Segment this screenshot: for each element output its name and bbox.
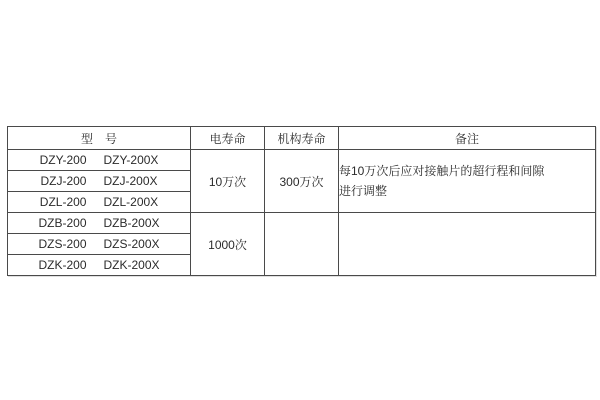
model-name: DZY-200 bbox=[39, 153, 87, 167]
model-name: DZL-200X bbox=[103, 195, 159, 209]
model-cell-dzb bbox=[8, 213, 191, 234]
model-name: DZL-200 bbox=[39, 195, 87, 209]
column-header-model: 型 号 bbox=[8, 127, 191, 150]
model-name: DZK-200X bbox=[103, 258, 160, 272]
row-dzy-200 bbox=[8, 150, 596, 171]
column-header-mechanical-life: 机构寿命 bbox=[265, 127, 339, 150]
model-cell-dzj bbox=[8, 171, 191, 192]
model-name: DZB-200X bbox=[103, 216, 160, 230]
model-cell-dzs bbox=[8, 234, 191, 255]
model-name: DZJ-200 bbox=[40, 174, 87, 188]
column-header-remarks: 备注 bbox=[339, 127, 596, 150]
model-cell-dzy bbox=[8, 150, 191, 171]
row-dzb-200 bbox=[8, 213, 596, 234]
remarks-line: 每10万次后应对接触片的超行程和间隙 bbox=[339, 164, 545, 178]
mechanical-life-cell-group2 bbox=[265, 213, 339, 276]
table-header-row bbox=[8, 127, 596, 150]
model-name: DZB-200 bbox=[38, 216, 87, 230]
relay-life-spec-table bbox=[7, 126, 596, 276]
electrical-life-cell-group2: 1000次 bbox=[191, 213, 265, 276]
model-cell-dzl bbox=[8, 192, 191, 213]
model-name: DZJ-200X bbox=[103, 174, 158, 188]
model-name: DZY-200X bbox=[103, 153, 159, 167]
remarks-cell-group1 bbox=[339, 150, 596, 213]
mechanical-life-cell-group1: 300万次 bbox=[265, 150, 339, 213]
model-name: DZK-200 bbox=[38, 258, 87, 272]
electrical-life-cell-group1: 10万次 bbox=[191, 150, 265, 213]
remarks-line: 进行调整 bbox=[339, 184, 388, 198]
model-name: DZS-200X bbox=[103, 237, 160, 251]
remarks-cell-group2 bbox=[339, 213, 596, 276]
model-name: DZS-200 bbox=[38, 237, 87, 251]
model-cell-dzk bbox=[8, 255, 191, 276]
column-header-electrical-life: 电寿命 bbox=[191, 127, 265, 150]
